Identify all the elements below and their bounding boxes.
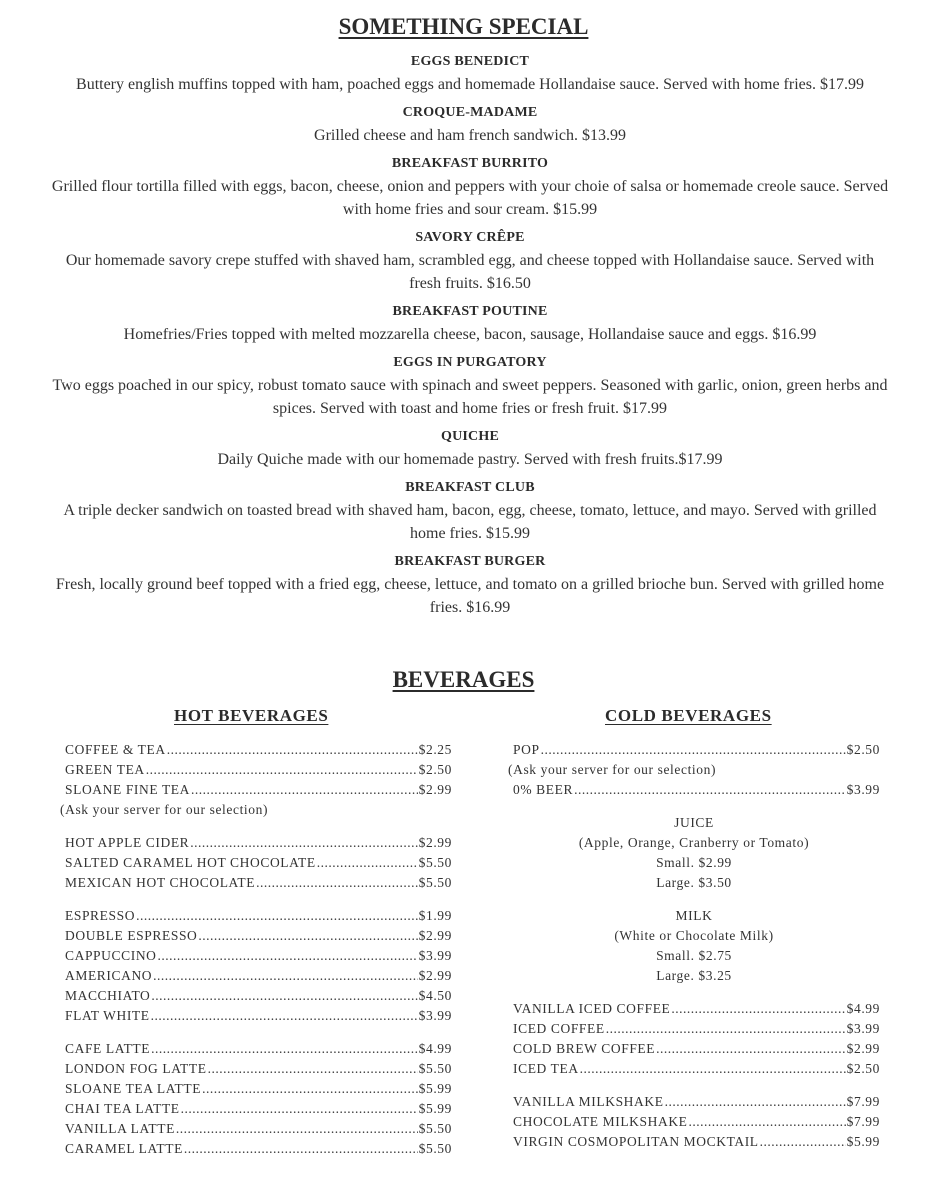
dot-leader [153,966,417,986]
item-name: VANILLA LATTE [65,1121,175,1136]
menu-item-row [508,1112,880,1132]
dish-description: Grilled cheese and ham french sandwich. $13.99 [314,127,626,144]
menu-item-row [508,1092,880,1112]
menu-item-row [60,1119,452,1139]
dot-leader [256,873,418,893]
item-name: COLD BREW COFFEE [513,1041,656,1056]
dot-leader [665,1092,846,1112]
dish-description: Our homemade savory crepe stuffed with shaved ham, scrambled egg, and cheese topped with Hollandaise sauce. Served with fresh fruits. $16.50 [65,252,875,292]
dish-name: SAVORY CRÊPE [415,230,525,245]
item-name: FLAT WHITE [65,1008,150,1023]
selection-note: (Ask your server for our selection) [60,802,269,817]
dot-leader [760,1132,846,1152]
dot-leader [146,760,418,780]
dish-description: Buttery english muffins topped with ham, poached eggs and homemade Hollandaise sauce. Served with home fries. $17.99 [76,76,864,93]
dot-leader [606,1019,846,1039]
dish-description: A triple decker sandwich on toasted bread with shaved ham, bacon, egg, cheese, tomato, lettuce, and mayo. Served with grilled home fries. $15.99 [63,502,877,542]
dish-name: BREAKFAST BURGER [394,554,546,569]
dot-leader [317,853,418,873]
milk-options: (White or Chocolate Milk) [614,928,774,943]
dish-name: CROQUE-MADAME [402,105,538,120]
item-price: $3.99 [418,948,452,963]
item-price: $1.99 [418,908,452,923]
menu-item-row [60,1079,452,1099]
dot-leader [191,780,418,800]
dot-leader [184,1139,418,1159]
dish-eggs-in-purgatory [50,355,890,420]
item-price: $2.99 [418,835,452,850]
item-price: $4.50 [418,988,452,1003]
dot-leader [158,946,418,966]
item-price: $2.99 [418,782,452,797]
dot-leader [656,1039,846,1059]
dish-description: Fresh, locally ground beef topped with a fried egg, cheese, lettuce, and tomato on a grilled brioche bun. Served with grilled home fries. $16.99 [55,576,885,616]
menu-item-row [60,780,452,800]
menu-item-row [60,833,452,853]
dish-savory-crepe [50,230,890,295]
menu-item-row [60,1059,452,1079]
item-price: $2.25 [418,742,452,757]
juice-options: (Apple, Orange, Cranberry or Tomato) [578,835,810,850]
item-price: $5.99 [418,1101,452,1116]
item-price: $4.99 [846,1001,880,1016]
menu-item-row [508,1039,880,1059]
item-price: $5.99 [418,1081,452,1096]
dot-leader [167,740,418,760]
dish-name: QUICHE [441,429,499,444]
item-name: CHOCOLATE MILKSHAKE [513,1114,688,1129]
menu-item-row [508,1019,880,1039]
item-name: SLOANE TEA LATTE [65,1081,202,1096]
dish-breakfast-burrito [50,156,890,221]
item-price: $3.99 [846,782,880,797]
item-name: SLOANE FINE TEA [65,782,190,797]
hot-beverages-list [60,740,452,1159]
dot-leader [136,906,418,926]
item-price: $2.99 [846,1041,880,1056]
dish-description: Daily Quiche made with our homemade pastry. Served with fresh fruits.$17.99 [217,451,723,468]
dot-leader [208,1059,418,1079]
item-price: $2.50 [846,1061,880,1076]
section-title-beverages: BEVERAGES [392,667,535,692]
dot-leader [574,780,846,800]
item-name: VANILLA ICED COFFEE [513,1001,671,1016]
dot-leader [671,999,845,1019]
dot-leader [151,1006,418,1026]
selection-note: (Ask your server for our selection) [508,762,717,777]
item-price: $5.50 [418,855,452,870]
dish-description: Homefries/Fries topped with melted mozzarella cheese, bacon, sausage, Hollandaise sauce and eggs. $16.99 [123,326,817,343]
menu-item-row [60,853,452,873]
item-name: CAPPUCCINO [65,948,157,963]
milk-name: MILK [675,908,713,923]
item-name: VIRGIN COSMOPOLITAN MOCKTAIL [513,1134,759,1149]
item-name: CHAI TEA LATTE [65,1101,180,1116]
item-price: $2.99 [418,928,452,943]
dot-leader [689,1112,846,1132]
dot-leader [151,1039,418,1059]
item-price: $3.99 [846,1021,880,1036]
item-price: $7.99 [846,1094,880,1109]
menu-item-row [508,740,880,760]
menu-item-row [60,1039,452,1059]
item-name: DOUBLE ESPRESSO [65,928,198,943]
item-price: $2.50 [418,762,452,777]
dish-description: Two eggs poached in our spicy, robust tomato sauce with spinach and sweet peppers. Seasoned with garlic, onion, green herbs and spices. Served with toast and home fries or fresh fruit. $17.99 [52,377,888,417]
item-price: $2.50 [846,742,880,757]
item-name: CARAMEL LATTE [65,1141,183,1156]
menu-item-row [60,1006,452,1026]
dot-leader [190,833,417,853]
milk-large-price: Large. $3.25 [656,968,732,983]
item-price: $5.50 [418,875,452,890]
item-price: $5.50 [418,1061,452,1076]
item-name: VANILLA MILKSHAKE [513,1094,664,1109]
dish-name: EGGS IN PURGATORY [393,355,547,370]
item-price: $4.99 [418,1041,452,1056]
menu-item-row [508,999,880,1019]
dish-name: BREAKFAST BURRITO [391,156,549,171]
item-name: SALTED CARAMEL HOT CHOCOLATE [65,855,316,870]
dish-description: Grilled flour tortilla filled with eggs, bacon, cheese, onion and peppers with your choie of salsa or homemade creole sauce. Served with home fries and sour cream. $15.99 [51,178,889,218]
hot-beverages-heading: HOT BEVERAGES [174,706,329,725]
dot-leader [198,926,417,946]
dot-leader [202,1079,418,1099]
item-name: LONDON FOG LATTE [65,1061,207,1076]
menu-item-row [60,926,452,946]
section-title-something-special: SOMETHING SPECIAL [338,14,589,39]
dish-name: BREAKFAST CLUB [405,480,535,495]
menu-item-row [60,986,452,1006]
item-name: GREEN TEA [65,762,145,777]
dot-leader [176,1119,418,1139]
dish-eggs-benedict [50,54,890,96]
item-price: $3.99 [418,1008,452,1023]
dish-quiche [50,429,890,471]
item-name: ESPRESSO [65,908,136,923]
item-price: $5.99 [846,1134,880,1149]
item-name: 0% BEER [513,782,574,797]
item-price: $2.99 [418,968,452,983]
dot-leader [181,1099,418,1119]
dish-breakfast-poutine [50,304,890,346]
item-price: $5.50 [418,1121,452,1136]
menu-item-row [60,1139,452,1159]
juice-name: JUICE [674,815,714,830]
menu-item-row [60,1099,452,1119]
item-name: COFFEE & TEA [65,742,166,757]
cold-beverages-list [508,740,880,1152]
item-name: MEXICAN HOT CHOCOLATE [65,875,256,890]
menu-item-row [508,1059,880,1079]
juice-large-price: Large. $3.50 [656,875,732,890]
item-price: $7.99 [846,1114,880,1129]
dot-leader [151,986,417,1006]
milk-small-price: Small. $2.75 [656,948,732,963]
item-name: ICED TEA [513,1061,579,1076]
dish-croque-madame [50,105,890,147]
menu-item-row [60,760,452,780]
dish-name: EGGS BENEDICT [410,54,530,69]
specials-list [50,54,890,628]
dish-breakfast-club [50,480,890,545]
item-name: MACCHIATO [65,988,151,1003]
item-name: HOT APPLE CIDER [65,835,190,850]
dish-breakfast-burger [50,554,890,619]
item-name: CAFE LATTE [65,1041,151,1056]
menu-item-row [60,906,452,926]
item-name: POP [513,742,540,757]
dish-name: BREAKFAST POUTINE [392,304,548,319]
menu-item-row [60,946,452,966]
juice-small-price: Small. $2.99 [656,855,732,870]
menu-item-row [60,873,452,893]
menu-item-row [508,1132,880,1152]
cold-beverages-heading: COLD BEVERAGES [605,706,772,725]
menu-item-row [60,966,452,986]
dot-leader [541,740,846,760]
menu-item-row [60,740,452,760]
dot-leader [580,1059,846,1079]
menu-item-row [508,780,880,800]
item-name: AMERICANO [65,968,153,983]
item-name: ICED COFFEE [513,1021,605,1036]
item-price: $5.50 [418,1141,452,1156]
